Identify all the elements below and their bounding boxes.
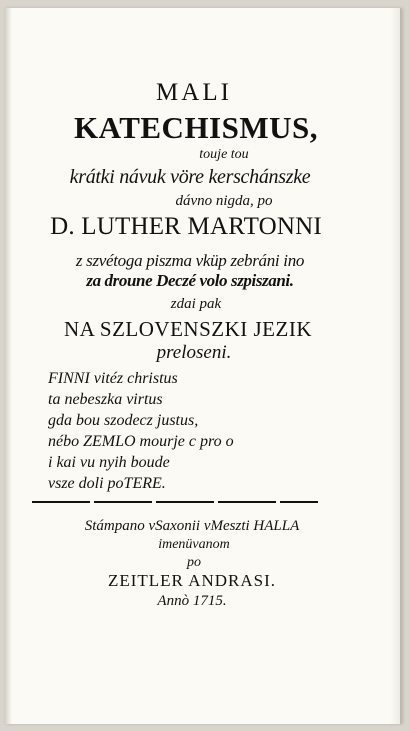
imprint-line-2: imenüvanom (158, 537, 230, 552)
imprint-line-1: Stámpano vSaxonii vMeszti HALLA (84, 518, 300, 534)
subtitle-line-1: touje tou (199, 147, 249, 162)
body-line-4: NA SZLOVENSZKI JEZIK (64, 317, 312, 341)
subtitle-line-2: krátki návuk vöre kerschánszke (69, 166, 311, 188)
imprint-line-3: po (187, 555, 201, 570)
title-line-2: KATECHISMUS, (74, 110, 318, 145)
body-line-2: za droune Deczé volo szpiszani. (86, 271, 294, 290)
body-line-3: zdai pak (170, 296, 222, 312)
author-name: D. LUTHER MARTONNI (50, 213, 322, 240)
verse-line-6: vsze doli poTERE. (48, 475, 166, 492)
verse-line-3: gda bou szodecz justus, (48, 412, 199, 429)
verse-line-4: nébo ZEMLO mourje c pro o (48, 433, 234, 450)
subtitle-line-3: dávno nigda, po (175, 193, 273, 209)
title-page (4, 8, 401, 724)
title-line-1: MALI (156, 79, 232, 106)
decorative-rule (32, 501, 318, 503)
imprint-line-4: ZEITLER ANDRASI. (107, 571, 277, 590)
body-line-5: preloseni. (156, 342, 232, 363)
verse-line-5: i kai vu nyih boude (48, 454, 170, 471)
body-line-1: z szvétoga piszma vküp zebráni ino (75, 251, 305, 270)
imprint-line-5: Annò 1715. (157, 593, 227, 609)
verse-line-1: FINNI vitéz christus (48, 370, 178, 387)
verse-line-2: ta nebeszka virtus (48, 391, 163, 408)
